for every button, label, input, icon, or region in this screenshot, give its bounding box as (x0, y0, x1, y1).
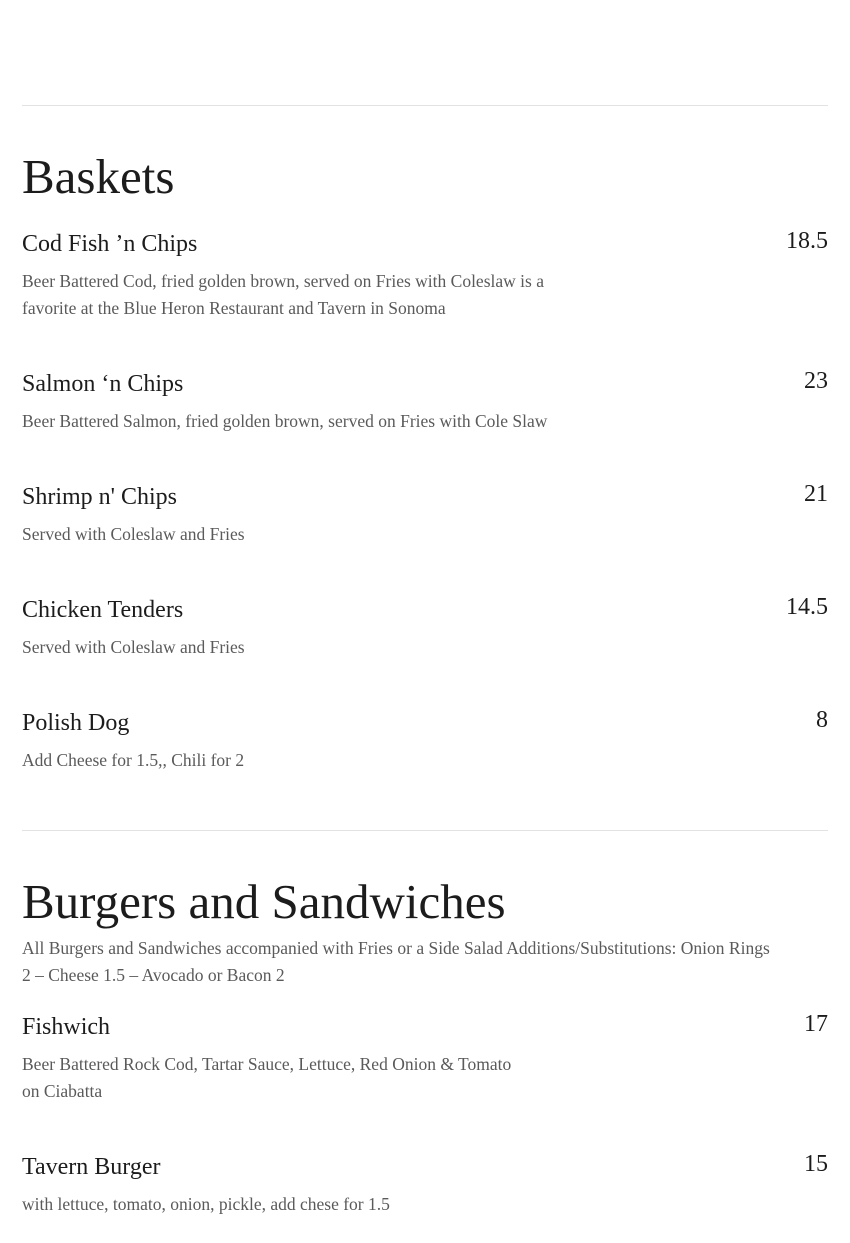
menu-item-name: Cod Fish ’n Chips (22, 231, 198, 257)
menu-item-name: Polish Dog (22, 710, 130, 736)
menu-item (22, 228, 828, 322)
menu-item-description (22, 408, 828, 435)
description-line: Add Cheese for 1.5,, Chili for 2 (22, 750, 245, 770)
description-line: Beer Battered Cod, fried golden brown, served on Fries with Coleslaw is a (22, 271, 544, 291)
menu-item (22, 1151, 828, 1218)
menu-item-description (22, 521, 828, 548)
menu-item (22, 707, 828, 774)
menu-item-name: Shrimp n' Chips (22, 484, 178, 510)
menu-item-price: 18.5 (786, 228, 828, 254)
section-note-line: All Burgers and Sandwiches accompanied with Fries or a Side Salad Additions/Substitutions: Onion Rings (22, 938, 770, 958)
menu-item-name: Tavern Burger (22, 1154, 161, 1180)
section-title-baskets: Baskets (22, 149, 175, 204)
description-line: Served with Coleslaw and Fries (22, 524, 245, 544)
menu-item (22, 481, 828, 548)
section-title-burgers-and-sandwiches: Burgers and Sandwiches (22, 874, 506, 929)
menu-item-description (22, 747, 828, 774)
description-line: on Ciabatta (22, 1081, 103, 1101)
section-note-line: 2 – Cheese 1.5 – Avocado or Bacon 2 (22, 965, 285, 985)
menu-item-price: 15 (804, 1151, 828, 1177)
menu-item-description (22, 1051, 828, 1105)
description-line: Served with Coleslaw and Fries (22, 637, 245, 657)
menu-item-name: Chicken Tenders (22, 597, 184, 623)
description-line: Beer Battered Rock Cod, Tartar Sauce, Lettuce, Red Onion & Tomato (22, 1054, 512, 1074)
menu-item-description (22, 268, 828, 322)
description-line: with lettuce, tomato, onion, pickle, add chese for 1.5 (22, 1194, 390, 1214)
menu-item-price: 8 (816, 707, 828, 733)
menu-item-price: 17 (804, 1011, 828, 1037)
description-line: favorite at the Blue Heron Restaurant and Tavern in Sonoma (22, 298, 446, 318)
section-note (22, 935, 828, 989)
menu-item-name: Salmon ‘n Chips (22, 371, 184, 397)
menu-item (22, 1011, 828, 1105)
section-divider (22, 105, 828, 106)
menu-item-price: 21 (804, 481, 828, 507)
menu-item-description (22, 1191, 828, 1218)
menu-item (22, 594, 828, 661)
menu-item-description (22, 634, 828, 661)
section-divider (22, 830, 828, 831)
description-line: Beer Battered Salmon, fried golden brown, served on Fries with Cole Slaw (22, 411, 548, 431)
menu-item-name: Fishwich (22, 1014, 111, 1040)
menu-item-price: 14.5 (786, 594, 828, 620)
menu-item (22, 368, 828, 435)
menu-item-price: 23 (804, 368, 828, 394)
